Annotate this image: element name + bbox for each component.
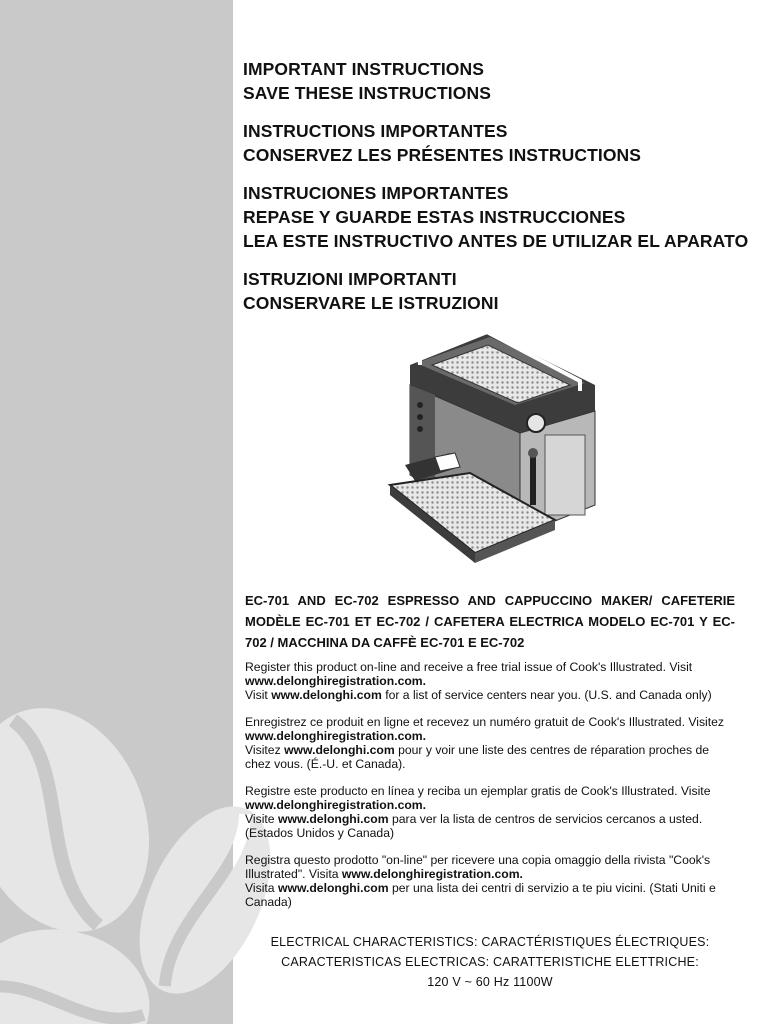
espresso-machine-image — [380, 325, 605, 575]
website-link[interactable]: www.delonghi.com — [284, 743, 395, 757]
register-text: Register this product on-line and receive a free trial issue of Cook's Illustrated. Visit — [245, 660, 693, 674]
registration-link[interactable]: www.delonghiregistration.com. — [341, 867, 523, 881]
registration-notices — [245, 660, 735, 922]
product-title: EC-701 AND EC-702 ESPRESSO AND CAPPUCCINO MAKER/ CAFETERIE MODÈLE EC-701 ET EC-702 / CAFETERA ELECTRICA MODELO EC-701 Y EC-702 / MACCHINA DA CAFFÈ EC-701 E EC-702 — [245, 593, 735, 650]
heading-group-italian — [243, 267, 763, 315]
register-text: Registre este producto en línea y reciba un ejemplar gratis de Cook's Illustrated. Visite — [245, 784, 711, 798]
heading-group-english — [243, 57, 763, 105]
heading-line: INSTRUCTIONS IMPORTANTES — [243, 121, 508, 141]
espresso-machine-illustration — [380, 325, 605, 575]
website-link[interactable]: www.delonghi.com — [277, 881, 389, 895]
notice-english — [245, 660, 735, 702]
heading-line: INSTRUCIONES IMPORTANTES — [243, 183, 509, 203]
visit-prefix: Visit — [245, 688, 268, 702]
heading-line: IMPORTANT INSTRUCTIONS — [243, 59, 485, 79]
heading-group-spanish — [243, 181, 763, 253]
registration-link[interactable]: www.delonghiregistration.com. — [245, 798, 427, 812]
instruction-headings — [243, 57, 763, 329]
visit-prefix: Visita — [245, 881, 275, 895]
decorative-sidebar — [0, 0, 233, 1024]
heading-line: LEA ESTE INSTRUCTIVO ANTES DE UTILIZAR EL APARATO — [243, 231, 749, 251]
visit-suffix: for a list of service centers near you. (U.S. and Canada only) — [385, 688, 712, 702]
website-link[interactable]: www.delonghi.com — [271, 688, 382, 702]
notice-italian — [245, 853, 735, 909]
notice-french — [245, 715, 735, 771]
specs-line: ELECTRICAL CHARACTERISTICS: CARACTÉRISTIQUES ÉLECTRIQUES: — [270, 935, 710, 949]
register-text: Registra questo prodotto "on-line" per ricevere una copia omaggio della rivista "Cook's Illustrated". Visita — [245, 853, 711, 881]
heading-line: CONSERVARE LE ISTRUZIONI — [243, 293, 499, 313]
visit-prefix: Visite — [245, 812, 275, 826]
visit-suffix: pour y voir une liste des centres de réparation proches de chez vous. (É.-U. et Canada). — [245, 743, 710, 771]
notice-spanish — [245, 784, 735, 840]
specs-line: 120 V ~ 60 Hz 1100W — [427, 975, 553, 989]
coffee-bean-decoration — [0, 0, 233, 1024]
heading-group-french — [243, 119, 763, 167]
heading-line: ISTRUZIONI IMPORTANTI — [243, 269, 457, 289]
heading-line: SAVE THESE INSTRUCTIONS — [243, 83, 491, 103]
visit-suffix: per una lista dei centri di servizio a te piu vicini. (Stati Uniti e Canada) — [245, 881, 716, 909]
electrical-characteristics — [245, 932, 735, 992]
website-link[interactable]: www.delonghi.com — [277, 812, 389, 826]
heading-line: REPASE Y GUARDE ESTAS INSTRUCCIONES — [243, 207, 626, 227]
visit-prefix: Visitez — [245, 743, 281, 757]
heading-line: CONSERVEZ LES PRÉSENTES INSTRUCTIONS — [243, 145, 642, 165]
visit-suffix: para ver la lista de centros de servicios cercanos a usted. (Estados Unidos y Canada) — [245, 812, 703, 840]
registration-link[interactable]: www.delonghiregistration.com. — [245, 729, 427, 743]
register-text: Enregistrez ce produit en ligne et recevez un numéro gratuit de Cook's Illustrated. Visitez — [245, 715, 725, 729]
registration-link[interactable]: www.delonghiregistration.com. — [245, 674, 427, 688]
specs-line: CARACTERISTICAS ELECTRICAS: CARATTERISTICHE ELETTRICHE: — [281, 955, 699, 969]
